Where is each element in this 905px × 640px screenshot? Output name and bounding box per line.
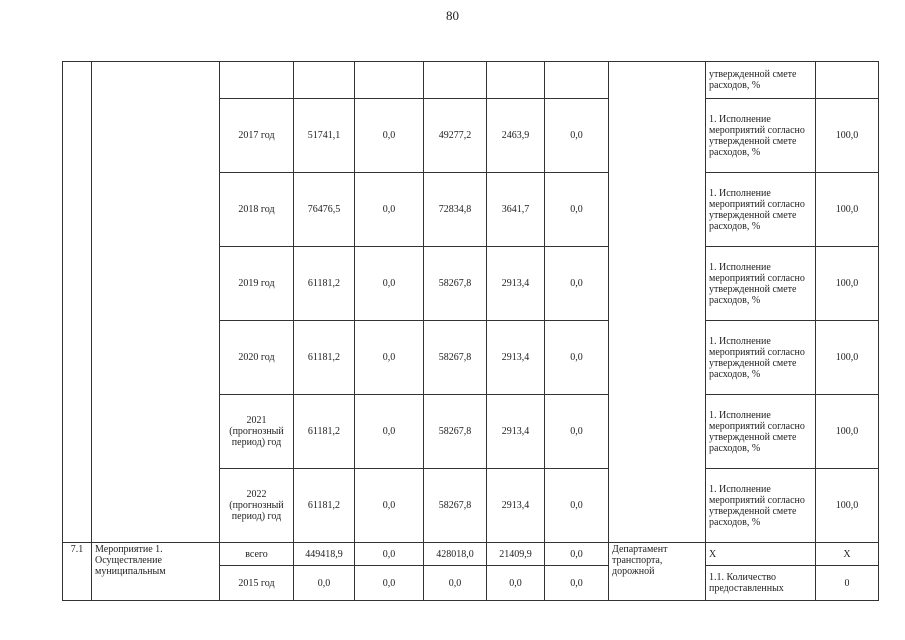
cell-total: 449418,9 xyxy=(294,543,355,566)
cell-period: всего xyxy=(220,543,294,566)
cell-v4: 0,0 xyxy=(545,173,609,247)
cell-indicator: утвержденной смете расходов, % xyxy=(706,62,816,99)
cell-executor xyxy=(609,62,706,543)
cell-v4: 0,0 xyxy=(545,247,609,321)
cell-v1: 0,0 xyxy=(355,99,424,173)
cell-v4: 0,0 xyxy=(545,321,609,395)
cell-v4: 0,0 xyxy=(545,99,609,173)
cell-v2: 428018,0 xyxy=(424,543,487,566)
cell-period xyxy=(220,62,294,99)
cell-v3: 2913,4 xyxy=(487,395,545,469)
cell-value: 100,0 xyxy=(816,173,879,247)
cell-number: 7.1 xyxy=(63,543,92,601)
table-row xyxy=(63,62,879,99)
cell-v1: 0,0 xyxy=(355,321,424,395)
cell-v3: 2913,4 xyxy=(487,469,545,543)
cell-value xyxy=(816,62,879,99)
cell-indicator: 1. Исполнение мероприятий согласно утвержденной смете расходов, % xyxy=(706,173,816,247)
cell-v2: 58267,8 xyxy=(424,247,487,321)
program-table xyxy=(62,61,879,601)
cell-total: 61181,2 xyxy=(294,469,355,543)
cell-number xyxy=(63,62,92,543)
cell-name xyxy=(92,62,220,543)
cell-v4: 0,0 xyxy=(545,566,609,601)
cell-period: 2015 год xyxy=(220,566,294,601)
cell-indicator: 1. Исполнение мероприятий согласно утвержденной смете расходов, % xyxy=(706,321,816,395)
cell-v3: 2463,9 xyxy=(487,99,545,173)
cell-total: 0,0 xyxy=(294,566,355,601)
cell-v2: 0,0 xyxy=(424,566,487,601)
cell-total: 76476,5 xyxy=(294,173,355,247)
cell-value: 100,0 xyxy=(816,321,879,395)
cell-v3: 2913,4 xyxy=(487,247,545,321)
cell-v3: 2913,4 xyxy=(487,321,545,395)
cell-v1: 0,0 xyxy=(355,395,424,469)
cell-v1: 0,0 xyxy=(355,543,424,566)
cell-value: 100,0 xyxy=(816,395,879,469)
cell-v3: 3641,7 xyxy=(487,173,545,247)
cell-indicator: 1. Исполнение мероприятий согласно утвержденной смете расходов, % xyxy=(706,99,816,173)
cell-period: 2020 год xyxy=(220,321,294,395)
cell-v2: 58267,8 xyxy=(424,395,487,469)
cell-period: 2017 год xyxy=(220,99,294,173)
cell-v4: 0,0 xyxy=(545,395,609,469)
cell-name: Мероприятие 1. Осуществление муниципальным xyxy=(92,543,220,601)
cell-v4: 0,0 xyxy=(545,543,609,566)
cell-value: 0 xyxy=(816,566,879,601)
cell-indicator: X xyxy=(706,543,816,566)
cell-indicator: 1. Исполнение мероприятий согласно утвержденной смете расходов, % xyxy=(706,395,816,469)
cell-v3 xyxy=(487,62,545,99)
cell-v1: 0,0 xyxy=(355,173,424,247)
cell-v2: 58267,8 xyxy=(424,321,487,395)
cell-v2: 58267,8 xyxy=(424,469,487,543)
cell-v1 xyxy=(355,62,424,99)
cell-v2: 49277,2 xyxy=(424,99,487,173)
cell-value: 100,0 xyxy=(816,247,879,321)
cell-total: 61181,2 xyxy=(294,321,355,395)
cell-v4 xyxy=(545,62,609,99)
cell-value: 100,0 xyxy=(816,469,879,543)
cell-period: 2022 (прогнозный период) год xyxy=(220,469,294,543)
cell-v1: 0,0 xyxy=(355,566,424,601)
cell-value: 100,0 xyxy=(816,99,879,173)
cell-executor: Департамент транспорта, дорожной xyxy=(609,543,706,601)
page-number: 80 xyxy=(446,8,459,23)
cell-indicator: 1. Исполнение мероприятий согласно утвержденной смете расходов, % xyxy=(706,469,816,543)
table-row xyxy=(63,543,879,566)
cell-period: 2018 год xyxy=(220,173,294,247)
cell-total: 51741,1 xyxy=(294,99,355,173)
cell-indicator: 1.1. Количество предоставленных xyxy=(706,566,816,601)
cell-v4: 0,0 xyxy=(545,469,609,543)
cell-indicator: 1. Исполнение мероприятий согласно утвержденной смете расходов, % xyxy=(706,247,816,321)
cell-v2: 72834,8 xyxy=(424,173,487,247)
cell-total: 61181,2 xyxy=(294,247,355,321)
cell-total: 61181,2 xyxy=(294,395,355,469)
cell-period: 2021 (прогнозный период) год xyxy=(220,395,294,469)
cell-v3: 0,0 xyxy=(487,566,545,601)
cell-total xyxy=(294,62,355,99)
cell-period: 2019 год xyxy=(220,247,294,321)
cell-v3: 21409,9 xyxy=(487,543,545,566)
cell-v2 xyxy=(424,62,487,99)
cell-v1: 0,0 xyxy=(355,247,424,321)
cell-v1: 0,0 xyxy=(355,469,424,543)
cell-value: X xyxy=(816,543,879,566)
